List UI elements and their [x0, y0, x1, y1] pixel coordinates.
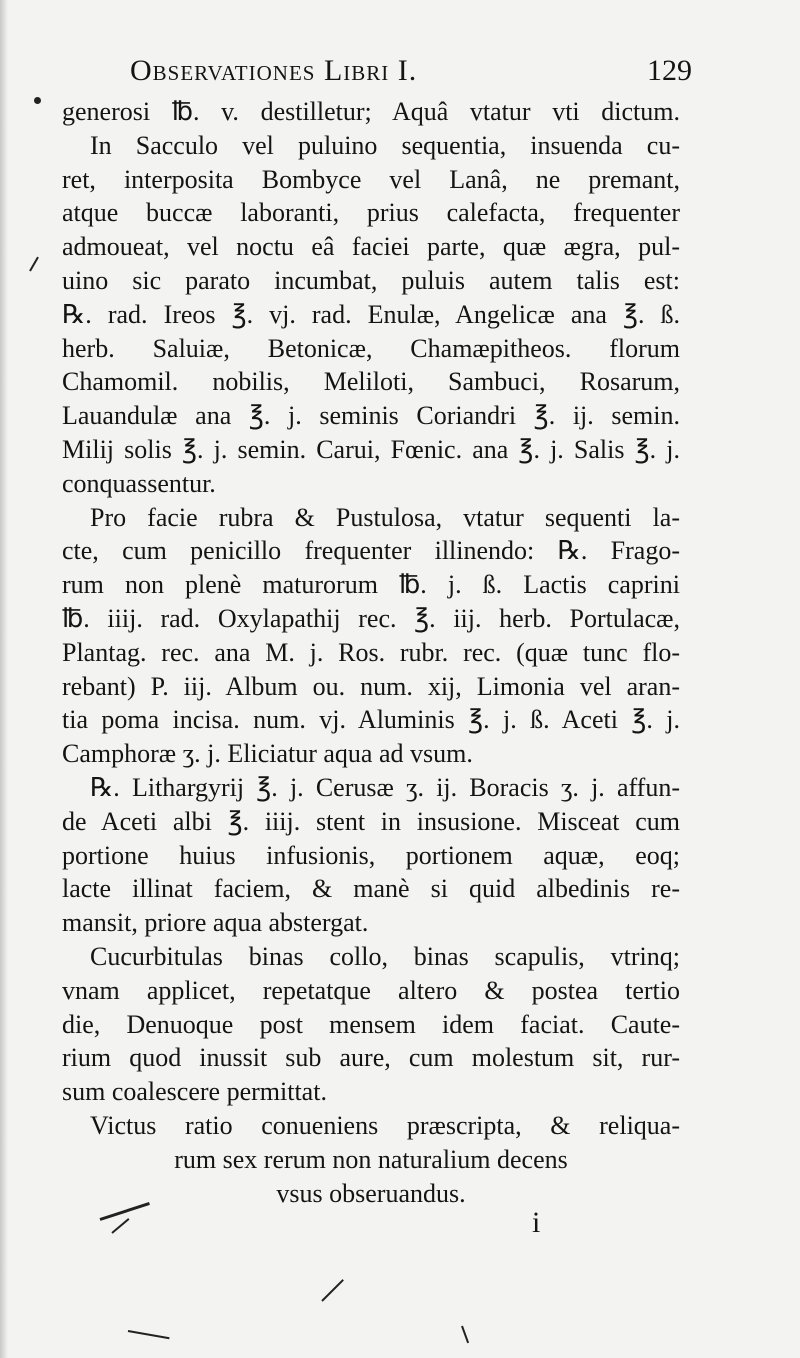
- text-line: portione huius infusionis, portionem aquæ, eoq;: [62, 840, 680, 870]
- text-line: Cucurbitulas binas collo, binas scapulis, vtrinq;: [90, 941, 680, 971]
- text-line: generosi ℔. v. destilletur; Aquâ vtatur vti dictum.: [62, 97, 680, 126]
- text-line: Milij solis ℥. j. semin. Carui, Fœnic. ana ℥. j. Salis ℥. j.: [62, 434, 680, 464]
- text-line: sum coalescere permittat.: [62, 1077, 327, 1107]
- text-line: rum sex rerum non naturalium decens: [174, 1144, 568, 1174]
- text-line: tia poma incisa. num. vj. Aluminis ℥. j. ß. Aceti ℥. j.: [62, 705, 680, 735]
- text-line: Plantag. rec. ana M. j. Ros. rubr. rec. (quæ tunc flo-: [62, 637, 680, 667]
- text-line: Lauandulæ ana ℥. j. seminis Coriandri ℥. ij. semin.: [62, 401, 680, 431]
- text-line: Chamomil. nobilis, Meliloti, Sambuci, Rosarum,: [62, 367, 680, 397]
- text-line: cte, cum penicillo frequenter illinendo: ℞. Frago-: [62, 536, 680, 566]
- text-line: uino sic parato incumbat, puluis autem talis est:: [62, 265, 680, 295]
- text-line: ret, interposita Bombyce vel Lanâ, ne premant,: [62, 164, 680, 194]
- text-line: Camphoræ ʒ. j. Eliciatur aqua ad vsum.: [62, 739, 473, 769]
- ink-stroke: [321, 1279, 344, 1302]
- ink-stroke: [111, 1218, 129, 1234]
- text-line: rebant) P. iij. Album ou. num. xij, Limonia vel aran-: [62, 671, 680, 701]
- ink-stroke: [461, 1326, 469, 1344]
- text-line: die, Denuoque post mensem idem faciat. Caute-: [62, 1009, 680, 1039]
- text-line: rum non plenè maturorum ℔. j. ß. Lactis caprini: [62, 570, 680, 600]
- text-line: Victus ratio conueniens præscripta, & reliqua-: [90, 1110, 680, 1140]
- text-line: admoueat, vel noctu eâ faciei parte, quæ ægra, pul-: [62, 232, 680, 262]
- text-line: conquassentur.: [62, 468, 216, 498]
- text-line: rium quod inussit sub aure, cum molestum sit, rur-: [62, 1043, 680, 1073]
- text-line: ℞. rad. Ireos ℥. vj. rad. Enulæ, Angelicæ ana ℥. ß.: [62, 299, 680, 329]
- text-line: atque buccæ laboranti, prius calefacta, frequenter: [62, 198, 680, 228]
- text-line: vnam applicet, repetatque altero & postea tertio: [62, 975, 680, 1005]
- text-line: vsus obseruandus.: [276, 1178, 466, 1208]
- body-text: [62, 95, 680, 1210]
- ink-dot: [34, 97, 41, 104]
- text-line: In Sacculo vel puluino sequentia, insuenda cu-: [90, 130, 680, 160]
- ink-stroke: [29, 257, 39, 272]
- page-number: 129: [647, 54, 692, 87]
- text-line: mansit, priore aqua abstergat.: [62, 908, 369, 938]
- text-line: lacte illinat faciem, & manè si quid albedinis re-: [62, 874, 680, 904]
- text-line: Pro facie rubra & Pustulosa, vtatur sequenti la-: [90, 502, 680, 532]
- page-header: [130, 52, 692, 92]
- ink-stroke: [128, 1330, 170, 1339]
- signature-mark: i: [532, 1206, 541, 1239]
- text-line: de Aceti albi ℥. iiij. stent in insusione. Misceat cum: [62, 806, 680, 836]
- text-line: ℔. iiij. rad. Oxylapathij rec. ℥. iij. herb. Portulacæ,: [62, 603, 680, 633]
- text-line: herb. Saluiæ, Betonicæ, Chamæpitheos. florum: [62, 333, 680, 363]
- text-line: ℞. Lithargyrij ℥. j. Cerusæ ʒ. ij. Boracis ʒ. j. affun-: [90, 772, 680, 802]
- running-title: Observationes Libri I.: [130, 54, 418, 87]
